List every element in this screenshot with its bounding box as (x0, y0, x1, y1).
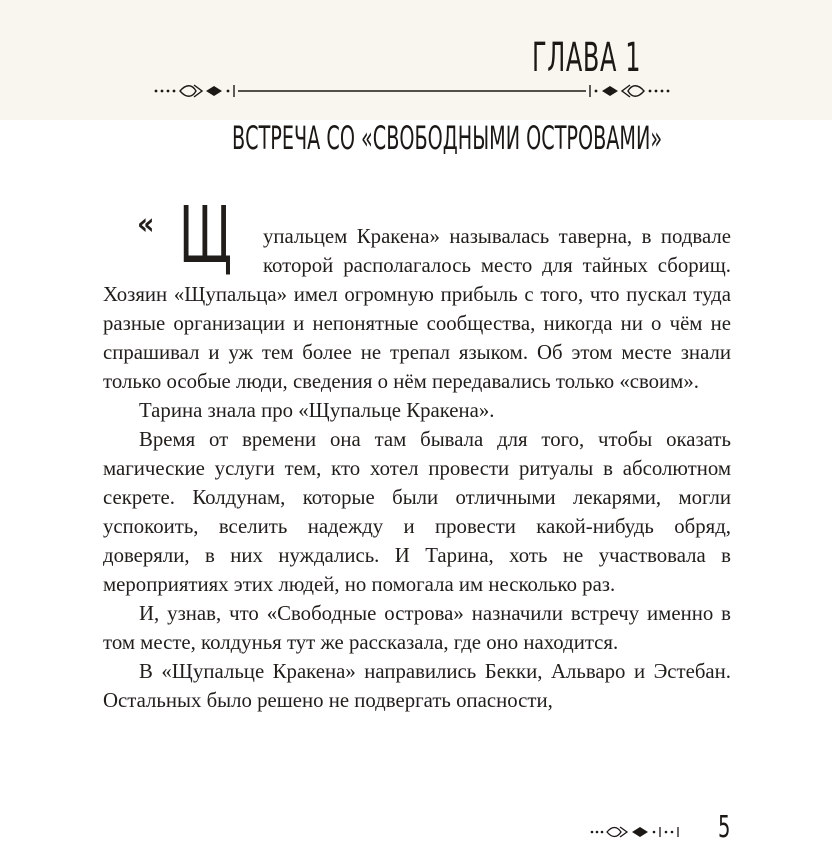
ornament-divider-bottom (590, 824, 686, 840)
paragraph (103, 191, 731, 396)
paragraph: И, узнав, что «Свободные острова» назначили встречу именно в том месте, колдунья тут же рассказала, где оно находится. (103, 602, 731, 654)
paragraph: В «Щупальце Кракена» направились Бекки, Альваро и Эстебан. Остальных было решено не подвергать опасности, (103, 660, 731, 712)
dropcap-letter: Щ (179, 191, 232, 281)
chapter-title: ВСТРЕЧА СО «СВОБОДНЫМИ ОСТРОВАМИ» (232, 119, 663, 157)
dropcap-quote: « (137, 207, 155, 242)
page-number: 5 (718, 810, 731, 845)
ornament-divider-top (154, 80, 674, 102)
header-band (0, 0, 832, 120)
body-text (103, 191, 731, 715)
paragraph: Тарина знала про «Щупальце Кракена». (139, 399, 495, 422)
dropcap (137, 191, 263, 281)
chapter-label: ГЛАВА 1 (532, 35, 642, 81)
paragraph-text: упальцем Кракена» называлась таверна, в подвале которой располагалось место для тайных сборищ. Хозяин «Щупальца» имел огромную прибыль с того, что пускал туда разные организации и непонятные сообщества, никогда ни о чём не спрашивал и уж тем более не трепал языком. Об этом месте знали только особые люди, сведения о нём передавались только «своим». (103, 225, 731, 393)
paragraph: Время от времени она там бывала для того, чтобы оказать магические услуги тем, кто хотел провести ритуалы в абсолютном секрете. Колдунам, которые были отличными лекарями, могли успокоить, вселить надежду и провести какой-нибудь обряд, доверяли, в них нуждались. И Тарина, хоть не участвовала в мероприятиях этих людей, но помогала им несколько раз. (103, 428, 731, 596)
